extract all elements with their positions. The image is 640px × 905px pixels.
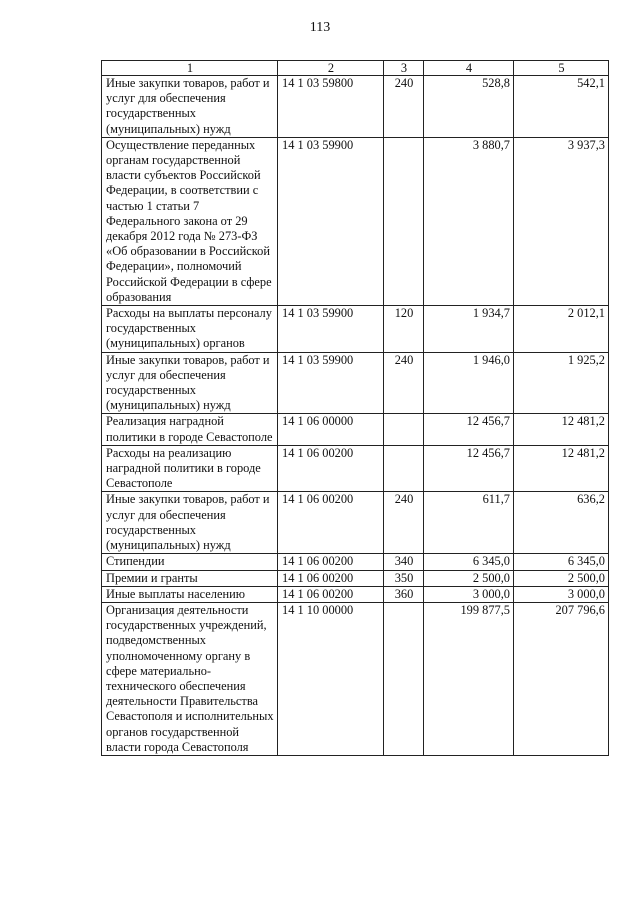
row-name: Иные закупки товаров, работ и услуг для обеспечения государственных (муниципальных) нужд [102, 76, 278, 138]
row-type [384, 137, 424, 305]
table-row [102, 586, 609, 602]
row-type: 240 [384, 352, 424, 414]
row-type [384, 414, 424, 445]
row-value-1: 611,7 [424, 492, 514, 554]
row-name: Иные выплаты населению [102, 586, 278, 602]
row-value-2: 2 500,0 [514, 570, 609, 586]
table-row [102, 414, 609, 445]
table-row [102, 137, 609, 305]
row-type: 360 [384, 586, 424, 602]
row-type: 340 [384, 554, 424, 570]
row-value-2: 542,1 [514, 76, 609, 138]
row-name: Иные закупки товаров, работ и услуг для обеспечения государственных (муниципальных) нужд [102, 352, 278, 414]
header-col-4: 4 [424, 61, 514, 76]
row-name: Осуществление переданных органам государственной власти субъектов Российской Федерации, в соответствии с частью 1 статьи 7 Федерального закона от 29 декабря 2012 года № 273-ФЗ «Об образовании в Российской Федерации», полномочий Российской Федерации в сфере образования [102, 137, 278, 305]
table-row [102, 570, 609, 586]
table-row [102, 352, 609, 414]
row-code: 14 1 06 00000 [278, 414, 384, 445]
row-value-1: 2 500,0 [424, 570, 514, 586]
row-type: 240 [384, 76, 424, 138]
row-name: Расходы на реализацию наградной политики в городе Севастополе [102, 445, 278, 492]
page-number: 113 [309, 20, 331, 35]
row-code: 14 1 10 00000 [278, 602, 384, 755]
row-value-1: 6 345,0 [424, 554, 514, 570]
row-code: 14 1 03 59800 [278, 76, 384, 138]
table-row [102, 492, 609, 554]
row-code: 14 1 06 00200 [278, 445, 384, 492]
header-col-3: 3 [384, 61, 424, 76]
table-row [102, 554, 609, 570]
row-type: 240 [384, 492, 424, 554]
row-code: 14 1 03 59900 [278, 306, 384, 353]
header-col-5: 5 [514, 61, 609, 76]
row-value-2: 6 345,0 [514, 554, 609, 570]
row-value-1: 12 456,7 [424, 445, 514, 492]
table-row [102, 76, 609, 138]
row-value-2: 12 481,2 [514, 414, 609, 445]
row-value-2: 3 937,3 [514, 137, 609, 305]
row-value-2: 2 012,1 [514, 306, 609, 353]
row-value-2: 1 925,2 [514, 352, 609, 414]
row-value-1: 1 946,0 [424, 352, 514, 414]
table-row [102, 445, 609, 492]
row-code: 14 1 06 00200 [278, 570, 384, 586]
table-row [102, 602, 609, 755]
row-code: 14 1 03 59900 [278, 352, 384, 414]
row-type [384, 445, 424, 492]
row-value-1: 199 877,5 [424, 602, 514, 755]
row-value-2: 636,2 [514, 492, 609, 554]
row-value-2: 12 481,2 [514, 445, 609, 492]
row-name: Иные закупки товаров, работ и услуг для обеспечения государственных (муниципальных) нужд [102, 492, 278, 554]
header-col-1: 1 [102, 61, 278, 76]
header-col-2: 2 [278, 61, 384, 76]
row-type [384, 602, 424, 755]
row-type: 120 [384, 306, 424, 353]
row-value-2: 207 796,6 [514, 602, 609, 755]
row-type: 350 [384, 570, 424, 586]
row-code: 14 1 06 00200 [278, 586, 384, 602]
row-name: Стипендии [102, 554, 278, 570]
row-name: Организация деятельности государственных учреждений, подведомственных уполномоченному органу в сфере материально-технического обеспечения деятельности Правительства Севастополя и исполнительных органов государственной власти города Севастополя [102, 602, 278, 755]
header-row [102, 61, 609, 76]
budget-table [101, 60, 609, 756]
row-value-1: 528,8 [424, 76, 514, 138]
table-row [102, 306, 609, 353]
row-code: 14 1 06 00200 [278, 492, 384, 554]
row-code: 14 1 06 00200 [278, 554, 384, 570]
row-value-1: 12 456,7 [424, 414, 514, 445]
row-value-1: 3 000,0 [424, 586, 514, 602]
row-value-1: 1 934,7 [424, 306, 514, 353]
row-code: 14 1 03 59900 [278, 137, 384, 305]
row-name: Реализация наградной политики в городе Севастополе [102, 414, 278, 445]
row-name: Премии и гранты [102, 570, 278, 586]
row-value-1: 3 880,7 [424, 137, 514, 305]
row-name: Расходы на выплаты персоналу государственных (муниципальных) органов [102, 306, 278, 353]
row-value-2: 3 000,0 [514, 586, 609, 602]
